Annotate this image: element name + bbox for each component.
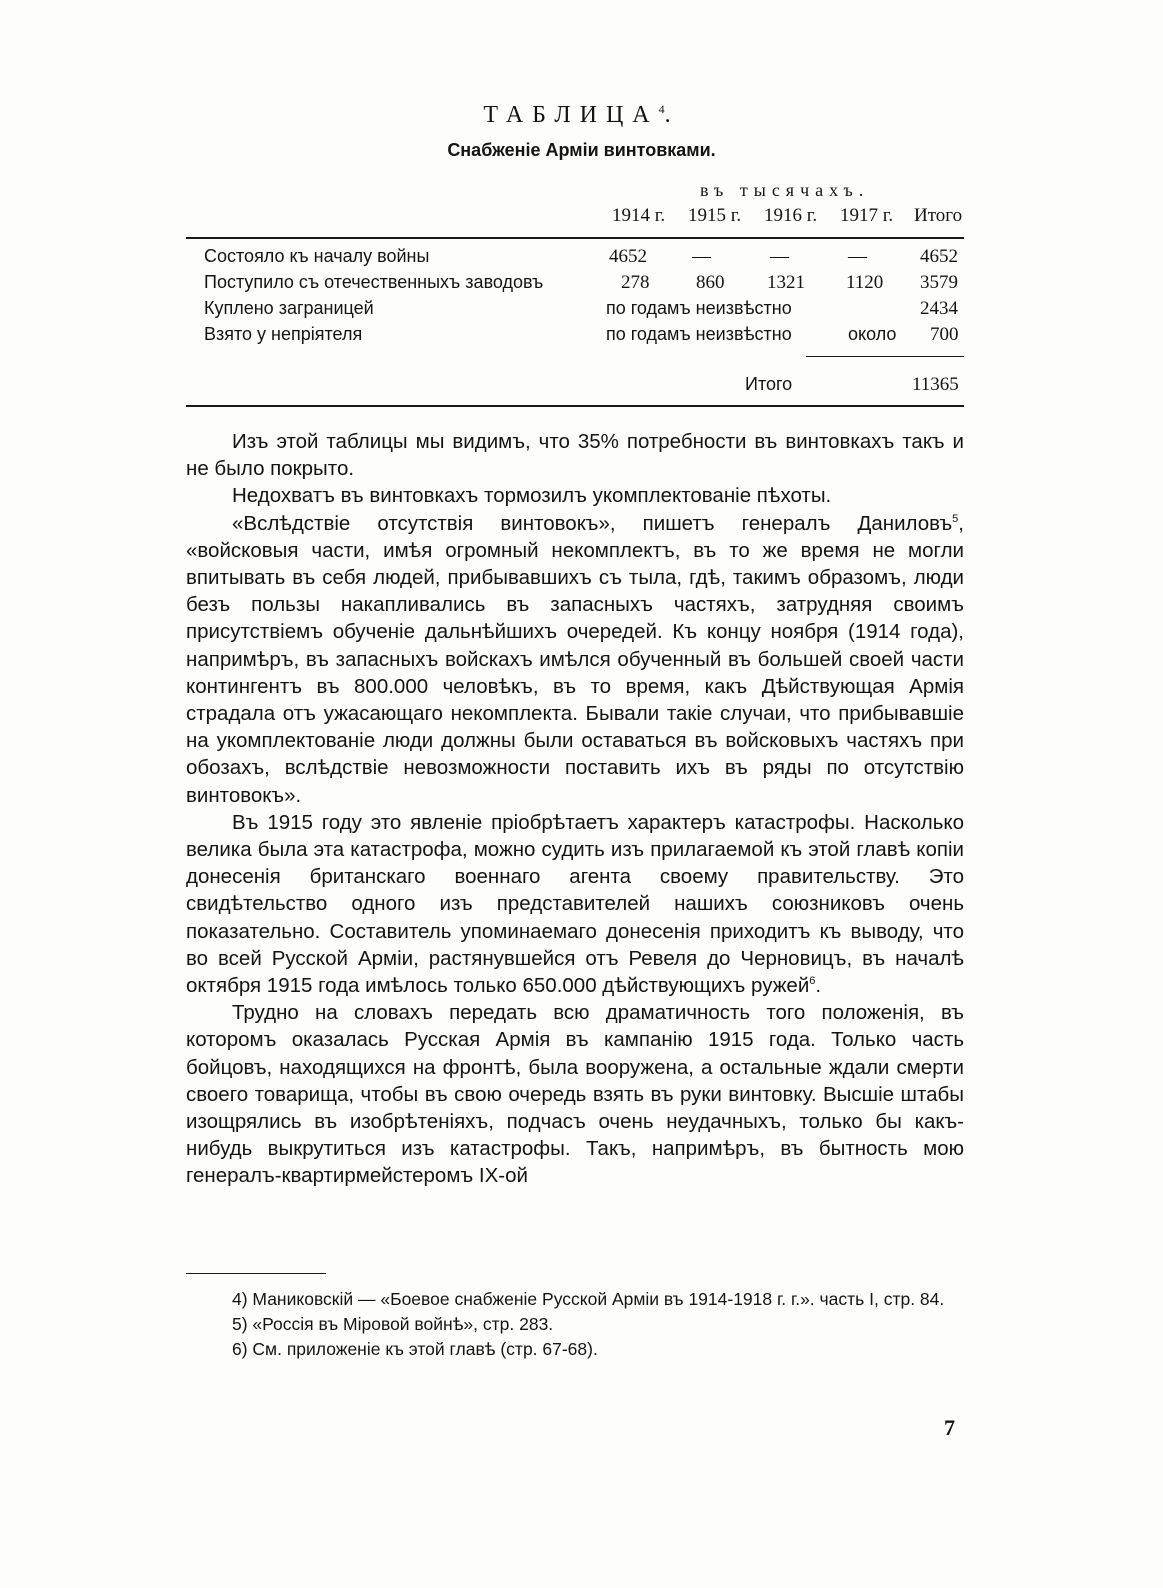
row-label: Взято у непріятеля xyxy=(204,324,363,344)
footnote-ref-4: 4 xyxy=(658,102,665,116)
row-label: Поступило съ отечественныхъ заводовъ xyxy=(204,272,544,292)
cell-1917: — xyxy=(848,246,867,267)
col-1916: 1916 г. xyxy=(764,205,818,226)
table-title-text: ТАБЛИЦА xyxy=(483,102,659,128)
row-note: по годамъ неизвѣстно xyxy=(606,298,792,318)
units-label: въ тысячахъ. xyxy=(700,180,870,200)
table-row xyxy=(0,298,1163,324)
cell-1917: 1120 xyxy=(846,272,884,293)
table-top-rule xyxy=(186,237,964,239)
col-1915: 1915 г. xyxy=(688,205,742,226)
footnote-ref-6: 6 xyxy=(809,975,816,988)
table-subtitle: Снабженіе Арміи винтовками. xyxy=(447,140,716,160)
footnote-5: 5) «Россія въ Міровой войнѣ», стр. 283. xyxy=(232,1314,554,1334)
grand-total-value: 11365 xyxy=(912,374,959,395)
cell-total: 3579 xyxy=(920,272,958,293)
footnote-separator xyxy=(186,1273,326,1274)
row-note: по годамъ неизвѣстно xyxy=(606,324,792,344)
quote-text-start: «Вслѣдствіе отсутствія винтовокъ», пишетъ генералъ Даниловъ xyxy=(232,511,953,535)
footnote-6: 6) См. приложеніе къ этой главѣ (стр. 67-68). xyxy=(232,1339,598,1359)
main-text xyxy=(186,428,964,1190)
cell-1916: 1321 xyxy=(767,272,805,293)
subtotal-rule xyxy=(806,356,964,357)
cell-1915: 860 xyxy=(696,272,725,293)
grand-total-label: Итого xyxy=(745,374,793,394)
cell-total: 4652 xyxy=(920,246,958,267)
table-row xyxy=(0,246,1163,272)
col-1914: 1914 г. xyxy=(612,205,666,226)
cell-1917: около xyxy=(848,324,897,344)
row-label: Куплено заграницей xyxy=(204,298,374,318)
quote-text-end: , «войсковыя части, имѣя огромный некомплектъ, въ то же время не могли впитывать въ себя людей, прибывавшихъ съ тыла, гдѣ, такимъ образомъ, люди безъ пользы накапливались въ запасныхъ частяхъ, затрудняя своимъ присутствіемъ обученіе дальнѣйшихъ очередей. Къ концу ноября (1914 года), напримѣръ, въ запасныхъ войскахъ имѣлся обученный въ большей своей части контингентъ въ 800.000 человѣкъ, въ то время, какъ Дѣйствующая Армія страдала отъ ужасающаго некомплекта. Бывали такіе случаи, что прибывавшіе на укомплектованіе люди должны были оставаться въ войсковыхъ частяхъ при обозахъ, вслѣдствіе невозможности поставить ихъ въ ряды по отсутствію винтовокъ». xyxy=(186,511,964,807)
paragraph: Изъ этой таблицы мы видимъ, что 35% потребности въ винтовкахъ такъ и не было покрыто. xyxy=(186,430,964,481)
grand-total-row xyxy=(0,374,1163,400)
footnote-ref-5: 5 xyxy=(952,512,959,525)
col-total: Итого xyxy=(914,205,963,226)
paragraph: Недохватъ въ винтовкахъ тормозилъ укомплектованіе пѣхоты. xyxy=(232,484,832,508)
cell-1914: 4652 xyxy=(609,246,647,267)
footnotes xyxy=(186,1287,964,1362)
paragraph-end: . xyxy=(815,974,822,998)
row-label: Состояло къ началу войны xyxy=(204,246,430,266)
footnote-4: 4) Маниковскій — «Боевое снабженіе Русской Арміи въ 1914-1918 г. г.». часть I, стр. 84. xyxy=(232,1289,945,1309)
page-number: 7 xyxy=(944,1415,955,1440)
cell-1915: — xyxy=(692,246,711,267)
cell-1914: 278 xyxy=(621,272,650,293)
cell-total: 2434 xyxy=(920,298,958,319)
paragraph-text: Въ 1915 году это явленіе пріобрѣтаетъ характеръ катастрофы. Насколько велика была эта катастрофа, можно судить изъ прилагаемой къ этой главѣ копіи донесенія британскаго военнаго агента своему правительству. Это свидѣтельство одного изъ представителей нашихъ союзниковъ очень показательно. Составитель упоминаемаго донесенія приходитъ къ выводу, что во всей Русской Арміи, растянувшейся отъ Ревеля до Черновицъ, въ началѣ октября 1915 года имѣлось только 650.000 дѣйствующихъ ружей xyxy=(186,810,964,998)
table-title: ТАБЛИЦА$^4$. xyxy=(483,102,680,128)
paragraph-1915 xyxy=(186,809,964,999)
paragraph: Трудно на словахъ передать всю драматичность того положенія, въ которомъ оказалась Русская Армія въ кампанію 1915 года. Только часть бойцовъ, находящихся на фронтѣ, была вооружена, а остальные ждали смерти своего товарища, чтобы въ свою очередь взять въ руки винтовку. Высшіе штабы изощрялись въ изобрѣтеніяхъ, подчасъ очень неудачныхъ, только бы какъ-нибудь выкрутиться изъ катастрофы. Такъ, напримѣръ, въ бытность мою генералъ-квартирмейстеромъ IX-ой xyxy=(186,1001,964,1188)
quote-paragraph xyxy=(186,510,964,809)
cell-total: 700 xyxy=(930,324,959,345)
col-1917: 1917 г. xyxy=(840,205,894,226)
table-row xyxy=(0,272,1163,298)
table-bottom-rule xyxy=(186,405,964,407)
table-row xyxy=(0,324,1163,350)
cell-1916: — xyxy=(770,246,789,267)
